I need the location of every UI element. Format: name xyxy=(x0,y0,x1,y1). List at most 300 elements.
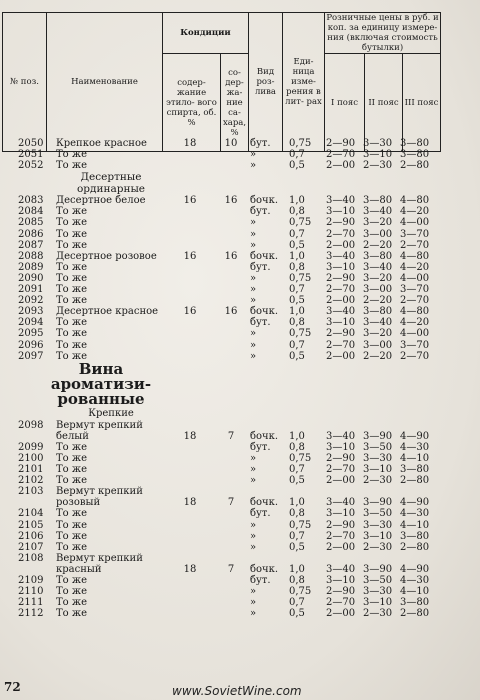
position-number: 2097 xyxy=(18,350,44,362)
unit-volume: 0,7 xyxy=(289,597,305,609)
packaging-type: » xyxy=(250,328,257,340)
table-row xyxy=(0,195,480,206)
price-zone3: 3—80 xyxy=(400,138,430,149)
header-vid: Вид роз- лива xyxy=(249,13,283,152)
price-zone1: 2—00 xyxy=(326,239,356,251)
alcohol-content: 18 xyxy=(183,497,197,509)
position-number: 2092 xyxy=(18,295,44,307)
price-zone2: 3—90 xyxy=(363,497,393,509)
unit-volume: 0,5 xyxy=(289,239,305,251)
position-number: 2108 xyxy=(18,552,44,564)
packaging-type: бочк. xyxy=(250,563,279,575)
price-zone3: 2—80 xyxy=(400,541,430,553)
section-heading: ординарные xyxy=(76,183,146,196)
table-row xyxy=(0,597,480,608)
price-zone3: 4—00 xyxy=(400,328,430,340)
position-number: 2051 xyxy=(18,149,44,161)
section-title: ароматизи- xyxy=(50,374,152,393)
item-name: То же xyxy=(56,608,87,620)
price-zone2: 3—30 xyxy=(363,452,393,464)
price-zone2: 3—20 xyxy=(363,217,393,229)
price-zone2: 3—40 xyxy=(363,206,393,218)
item-name: То же xyxy=(56,350,87,362)
packaging-type: бут. xyxy=(250,508,271,520)
price-zone3: 3—70 xyxy=(400,228,430,240)
price-zone1: 3—40 xyxy=(326,430,356,442)
packaging-type: » xyxy=(250,295,257,307)
table-row xyxy=(0,306,480,317)
price-zone3: 2—80 xyxy=(400,608,430,620)
alcohol-content: 16 xyxy=(183,306,197,318)
item-name: розовый xyxy=(56,497,101,509)
position-number: 2052 xyxy=(18,160,44,172)
item-name: Десертное розовое xyxy=(56,250,157,262)
price-zone2: 3—10 xyxy=(363,530,393,542)
item-name: Вермут крепкий xyxy=(56,486,143,498)
sugar-content: 16 xyxy=(224,195,238,207)
packaging-type: » xyxy=(250,541,257,553)
price-zone3: 4—10 xyxy=(400,452,430,464)
header-unit: Еди- ница изме- рения в лит- рах xyxy=(283,13,325,152)
unit-volume: 1,0 xyxy=(289,306,305,318)
price-zone1: 3—10 xyxy=(326,261,356,273)
unit-volume: 0,75 xyxy=(289,272,312,284)
position-number: 2089 xyxy=(18,261,44,273)
price-zone1: 2—00 xyxy=(326,350,356,362)
price-zone1: 3—10 xyxy=(326,206,356,218)
price-zone3: 4—80 xyxy=(400,250,430,262)
price-zone1: 2—70 xyxy=(326,284,356,296)
price-zone1: 2—90 xyxy=(326,217,356,229)
price-zone3: 4—10 xyxy=(400,586,430,598)
item-name: То же xyxy=(56,452,87,464)
item-name: То же xyxy=(56,295,87,307)
sugar-content: 7 xyxy=(227,430,235,442)
position-number: 2100 xyxy=(18,452,44,464)
position-number: 2084 xyxy=(18,206,44,218)
item-name: То же xyxy=(56,339,87,351)
item-name: То же xyxy=(56,441,87,453)
position-number: 2090 xyxy=(18,272,44,284)
price-zone2: 3—30 xyxy=(363,138,393,149)
price-zone1: 3—10 xyxy=(326,508,356,520)
table-row xyxy=(0,328,480,339)
position-number: 2111 xyxy=(18,597,44,609)
table-row xyxy=(0,542,480,553)
item-name: То же xyxy=(56,508,87,520)
table-row xyxy=(0,420,480,431)
price-zone1: 2—90 xyxy=(326,138,356,149)
position-number: 2110 xyxy=(18,586,44,598)
unit-volume: 0,5 xyxy=(289,350,305,362)
item-name: То же xyxy=(56,239,87,251)
price-zone2: 3—80 xyxy=(363,195,393,207)
price-zone3: 4—20 xyxy=(400,206,430,218)
unit-volume: 0,8 xyxy=(289,261,305,273)
position-number: 2109 xyxy=(18,575,44,586)
unit-volume: 0,8 xyxy=(289,317,305,329)
price-zone2: 3—50 xyxy=(363,508,393,520)
packaging-type: » xyxy=(250,160,257,172)
table-row xyxy=(0,295,480,306)
item-name: То же xyxy=(56,284,87,296)
price-zone1: 2—70 xyxy=(326,597,356,609)
item-name: То же xyxy=(56,317,87,329)
packaging-type: » xyxy=(250,217,257,229)
item-name: Крепкое красное xyxy=(56,138,147,149)
price-zone3: 4—90 xyxy=(400,497,430,509)
price-zone3: 2—70 xyxy=(400,239,430,251)
price-zone1: 3—40 xyxy=(326,563,356,575)
price-zone3: 4—20 xyxy=(400,317,430,329)
price-zone2: 2—30 xyxy=(363,160,393,172)
header-number: № поз. xyxy=(3,13,47,152)
price-zone3: 4—00 xyxy=(400,272,430,284)
price-zone2: 3—40 xyxy=(363,261,393,273)
sugar-content: 7 xyxy=(227,563,235,575)
price-zone1: 2—70 xyxy=(326,339,356,351)
packaging-type: » xyxy=(250,228,257,240)
packaging-type: бут. xyxy=(250,138,271,149)
unit-volume: 0,7 xyxy=(289,284,305,296)
sugar-content: 16 xyxy=(224,250,238,262)
price-zone3: 4—20 xyxy=(400,261,430,273)
unit-volume: 1,0 xyxy=(289,430,305,442)
table-row xyxy=(0,453,480,464)
position-number: 2107 xyxy=(18,541,44,553)
price-zone3: 4—00 xyxy=(400,217,430,229)
price-zone3: 2—70 xyxy=(400,295,430,307)
packaging-type: » xyxy=(250,339,257,351)
packaging-type: бут. xyxy=(250,261,271,273)
price-zone1: 2—70 xyxy=(326,149,356,161)
price-zone3: 3—80 xyxy=(400,530,430,542)
price-zone3: 4—10 xyxy=(400,519,430,531)
unit-volume: 1,0 xyxy=(289,563,305,575)
price-zone3: 4—80 xyxy=(400,306,430,318)
price-zone1: 3—40 xyxy=(326,250,356,262)
packaging-type: » xyxy=(250,530,257,542)
table-row xyxy=(0,240,480,251)
price-zone1: 2—70 xyxy=(326,464,356,476)
table-row xyxy=(0,273,480,284)
price-zone1: 2—70 xyxy=(326,228,356,240)
table-header xyxy=(2,12,441,152)
table-row xyxy=(0,351,480,362)
price-zone1: 3—40 xyxy=(326,195,356,207)
price-zone2: 3—80 xyxy=(363,306,393,318)
price-zone2: 3—10 xyxy=(363,149,393,161)
table-row xyxy=(0,160,480,171)
unit-volume: 0,75 xyxy=(289,586,312,598)
unit-volume: 0,75 xyxy=(289,138,312,149)
price-zone1: 3—10 xyxy=(326,441,356,453)
price-zone2: 3—50 xyxy=(363,441,393,453)
price-zone2: 2—20 xyxy=(363,295,393,307)
table-row xyxy=(0,497,480,508)
unit-volume: 0,5 xyxy=(289,160,305,172)
price-zone3: 3—80 xyxy=(400,464,430,476)
alcohol-content: 16 xyxy=(183,250,197,262)
price-zone3: 3—80 xyxy=(400,597,430,609)
price-zone3: 4—30 xyxy=(400,508,430,520)
unit-volume: 0,8 xyxy=(289,206,305,218)
packaging-type: » xyxy=(250,272,257,284)
position-number: 2083 xyxy=(18,195,44,207)
table-body xyxy=(0,138,480,619)
alcohol-content: 18 xyxy=(183,430,197,442)
table-row xyxy=(0,431,480,442)
price-zone2: 3—30 xyxy=(363,586,393,598)
table-row xyxy=(0,464,480,475)
price-zone3: 3—70 xyxy=(400,284,430,296)
packaging-type: » xyxy=(250,239,257,251)
position-number: 2086 xyxy=(18,228,44,240)
table-row xyxy=(0,262,480,273)
price-zone1: 3—40 xyxy=(326,497,356,509)
item-name: То же xyxy=(56,575,87,586)
price-zone1: 2—00 xyxy=(326,475,356,487)
table-row xyxy=(0,138,480,149)
table-row xyxy=(0,317,480,328)
table-row xyxy=(0,508,480,519)
item-name: красный xyxy=(56,563,102,575)
unit-volume: 0,7 xyxy=(289,530,305,542)
section-heading: Крепкие xyxy=(88,407,134,419)
packaging-type: » xyxy=(250,475,257,487)
price-zone3: 3—70 xyxy=(400,339,430,351)
price-zone2: 3—20 xyxy=(363,272,393,284)
table-row xyxy=(0,284,480,295)
position-number: 2098 xyxy=(18,419,44,431)
price-zone2: 2—30 xyxy=(363,475,393,487)
position-number: 2085 xyxy=(18,217,44,229)
position-number: 2102 xyxy=(18,475,44,487)
price-zone2: 3—10 xyxy=(363,464,393,476)
unit-volume: 0,5 xyxy=(289,608,305,620)
table-row xyxy=(0,520,480,531)
header-zone2: II пояс xyxy=(365,54,403,152)
position-number: 2093 xyxy=(18,306,44,318)
item-name: Десертное красное xyxy=(56,306,159,318)
price-zone2: 3—90 xyxy=(363,430,393,442)
position-number: 2096 xyxy=(18,339,44,351)
price-zone2: 3—00 xyxy=(363,284,393,296)
item-name: То же xyxy=(56,464,87,476)
price-zone3: 4—90 xyxy=(400,430,430,442)
packaging-type: » xyxy=(250,597,257,609)
price-zone3: 4—30 xyxy=(400,575,430,586)
position-number: 2087 xyxy=(18,239,44,251)
price-zone1: 3—10 xyxy=(326,317,356,329)
unit-volume: 0,5 xyxy=(289,475,305,487)
position-number: 2050 xyxy=(18,138,44,149)
price-zone1: 2—00 xyxy=(326,541,356,553)
item-name: Вермут крепкий xyxy=(56,419,143,431)
price-zone2: 3—20 xyxy=(363,328,393,340)
packaging-type: бочк. xyxy=(250,250,279,262)
header-conditions: Кондиции xyxy=(163,13,249,54)
table-row xyxy=(0,553,480,564)
price-zone3: 2—80 xyxy=(400,475,430,487)
section-title: Вина xyxy=(78,359,124,378)
packaging-type: » xyxy=(250,608,257,620)
section-heading: Десертные xyxy=(80,171,142,184)
position-number: 2101 xyxy=(18,464,44,476)
item-name: То же xyxy=(56,272,87,284)
item-name: То же xyxy=(56,519,87,531)
unit-volume: 1,0 xyxy=(289,497,305,509)
table-row xyxy=(0,340,480,351)
header-prices: Розничные цены в руб. и коп. за единицу измере- ния (включая стоимость бутылки) xyxy=(326,13,439,53)
price-zone1: 2—90 xyxy=(326,586,356,598)
price-zone1: 2—90 xyxy=(326,272,356,284)
price-zone2: 3—00 xyxy=(363,228,393,240)
watermark: www.SovietWine.com xyxy=(172,684,302,698)
sugar-content: 16 xyxy=(224,306,238,318)
alcohol-content: 18 xyxy=(183,563,197,575)
position-number: 2088 xyxy=(18,250,44,262)
packaging-type: » xyxy=(250,350,257,362)
price-zone1: 2—90 xyxy=(326,519,356,531)
unit-volume: 0,8 xyxy=(289,508,305,520)
alcohol-content: 18 xyxy=(183,138,197,149)
price-zone2: 2—20 xyxy=(363,239,393,251)
price-zone2: 3—80 xyxy=(363,250,393,262)
price-zone2: 3—10 xyxy=(363,597,393,609)
position-number: 2091 xyxy=(18,284,44,296)
price-zone2: 3—90 xyxy=(363,563,393,575)
table-row xyxy=(0,217,480,228)
item-name: То же xyxy=(56,328,87,340)
header-name: Наименование xyxy=(47,13,163,152)
unit-volume: 0,75 xyxy=(289,452,312,464)
price-zone3: 4—80 xyxy=(400,195,430,207)
unit-volume: 0,7 xyxy=(289,228,305,240)
price-zone2: 3—00 xyxy=(363,339,393,351)
unit-volume: 0,75 xyxy=(289,217,312,229)
sugar-content: 7 xyxy=(227,497,235,509)
price-zone1: 2—70 xyxy=(326,530,356,542)
item-name: То же xyxy=(56,228,87,240)
unit-volume: 0,7 xyxy=(289,339,305,351)
table-row xyxy=(0,608,480,619)
position-number: 2099 xyxy=(18,441,44,453)
header-alcohol: содер- жание этило- вого спирта, об. % xyxy=(163,54,221,152)
price-zone2: 3—40 xyxy=(363,317,393,329)
unit-volume: 0,8 xyxy=(289,441,305,453)
packaging-type: » xyxy=(250,284,257,296)
price-zone2: 2—30 xyxy=(363,608,393,620)
packaging-type: бочк. xyxy=(250,306,279,318)
table-row xyxy=(0,442,480,453)
price-zone1: 2—90 xyxy=(326,452,356,464)
price-zone2: 2—30 xyxy=(363,541,393,553)
item-name: То же xyxy=(56,475,87,487)
packaging-type: бочк. xyxy=(250,497,279,509)
packaging-type: » xyxy=(250,519,257,531)
price-zone3: 3—80 xyxy=(400,149,430,161)
section-title: рованные xyxy=(57,389,145,408)
table-row xyxy=(0,229,480,240)
table-row xyxy=(0,149,480,160)
price-zone1: 3—10 xyxy=(326,575,356,586)
position-number: 2105 xyxy=(18,519,44,531)
sugar-content: 10 xyxy=(224,138,238,149)
item-name: То же xyxy=(56,261,87,273)
unit-volume: 0,8 xyxy=(289,575,305,586)
position-number: 2106 xyxy=(18,530,44,542)
unit-volume: 0,5 xyxy=(289,541,305,553)
unit-volume: 0,7 xyxy=(289,149,305,161)
packaging-type: бут. xyxy=(250,441,271,453)
packaging-type: » xyxy=(250,586,257,598)
packaging-type: » xyxy=(250,149,257,161)
unit-volume: 1,0 xyxy=(289,250,305,262)
unit-volume: 0,5 xyxy=(289,295,305,307)
unit-volume: 0,75 xyxy=(289,519,312,531)
price-zone3: 2—70 xyxy=(400,350,430,362)
table-row xyxy=(0,564,480,575)
item-name: белый xyxy=(56,430,89,442)
item-name: То же xyxy=(56,530,87,542)
packaging-type: бут. xyxy=(250,317,271,329)
table-row xyxy=(0,586,480,597)
table-row xyxy=(0,531,480,542)
packaging-type: бочк. xyxy=(250,195,279,207)
position-number: 2112 xyxy=(18,608,44,620)
packaging-type: бочк. xyxy=(250,430,279,442)
item-name: То же xyxy=(56,217,87,229)
unit-volume: 1,0 xyxy=(289,195,305,207)
alcohol-content: 16 xyxy=(183,195,197,207)
packaging-type: » xyxy=(250,452,257,464)
price-zone2: 3—30 xyxy=(363,519,393,531)
item-name: То же xyxy=(56,597,87,609)
page-number: 72 xyxy=(4,680,21,694)
price-zone1: 2—00 xyxy=(326,160,356,172)
packaging-type: » xyxy=(250,464,257,476)
position-number: 2095 xyxy=(18,328,44,340)
price-zone3: 4—30 xyxy=(400,441,430,453)
header-zone3: III пояс xyxy=(403,54,441,152)
price-zone3: 2—80 xyxy=(400,160,430,172)
item-name: То же xyxy=(56,586,87,598)
table-row xyxy=(0,251,480,262)
table-row xyxy=(0,486,480,497)
price-zone1: 2—00 xyxy=(326,608,356,620)
unit-volume: 0,7 xyxy=(289,464,305,476)
table-row xyxy=(0,475,480,486)
price-zone2: 2—20 xyxy=(363,350,393,362)
packaging-type: бут. xyxy=(250,206,271,218)
item-name: То же xyxy=(56,149,87,161)
price-zone1: 3—40 xyxy=(326,306,356,318)
position-number: 2094 xyxy=(18,317,44,329)
price-zone2: 3—50 xyxy=(363,575,393,586)
header-sugar: со- дер- жа- ние са- хара, % xyxy=(221,54,249,152)
table-row xyxy=(0,575,480,586)
item-name: То же xyxy=(56,206,87,218)
item-name: Вермут крепкий xyxy=(56,552,143,564)
item-name: То же xyxy=(56,160,87,172)
unit-volume: 0,75 xyxy=(289,328,312,340)
item-name: То же xyxy=(56,541,87,553)
price-zone1: 2—90 xyxy=(326,328,356,340)
price-zone3: 4—90 xyxy=(400,563,430,575)
price-zone1: 2—00 xyxy=(326,295,356,307)
table-row xyxy=(0,206,480,217)
